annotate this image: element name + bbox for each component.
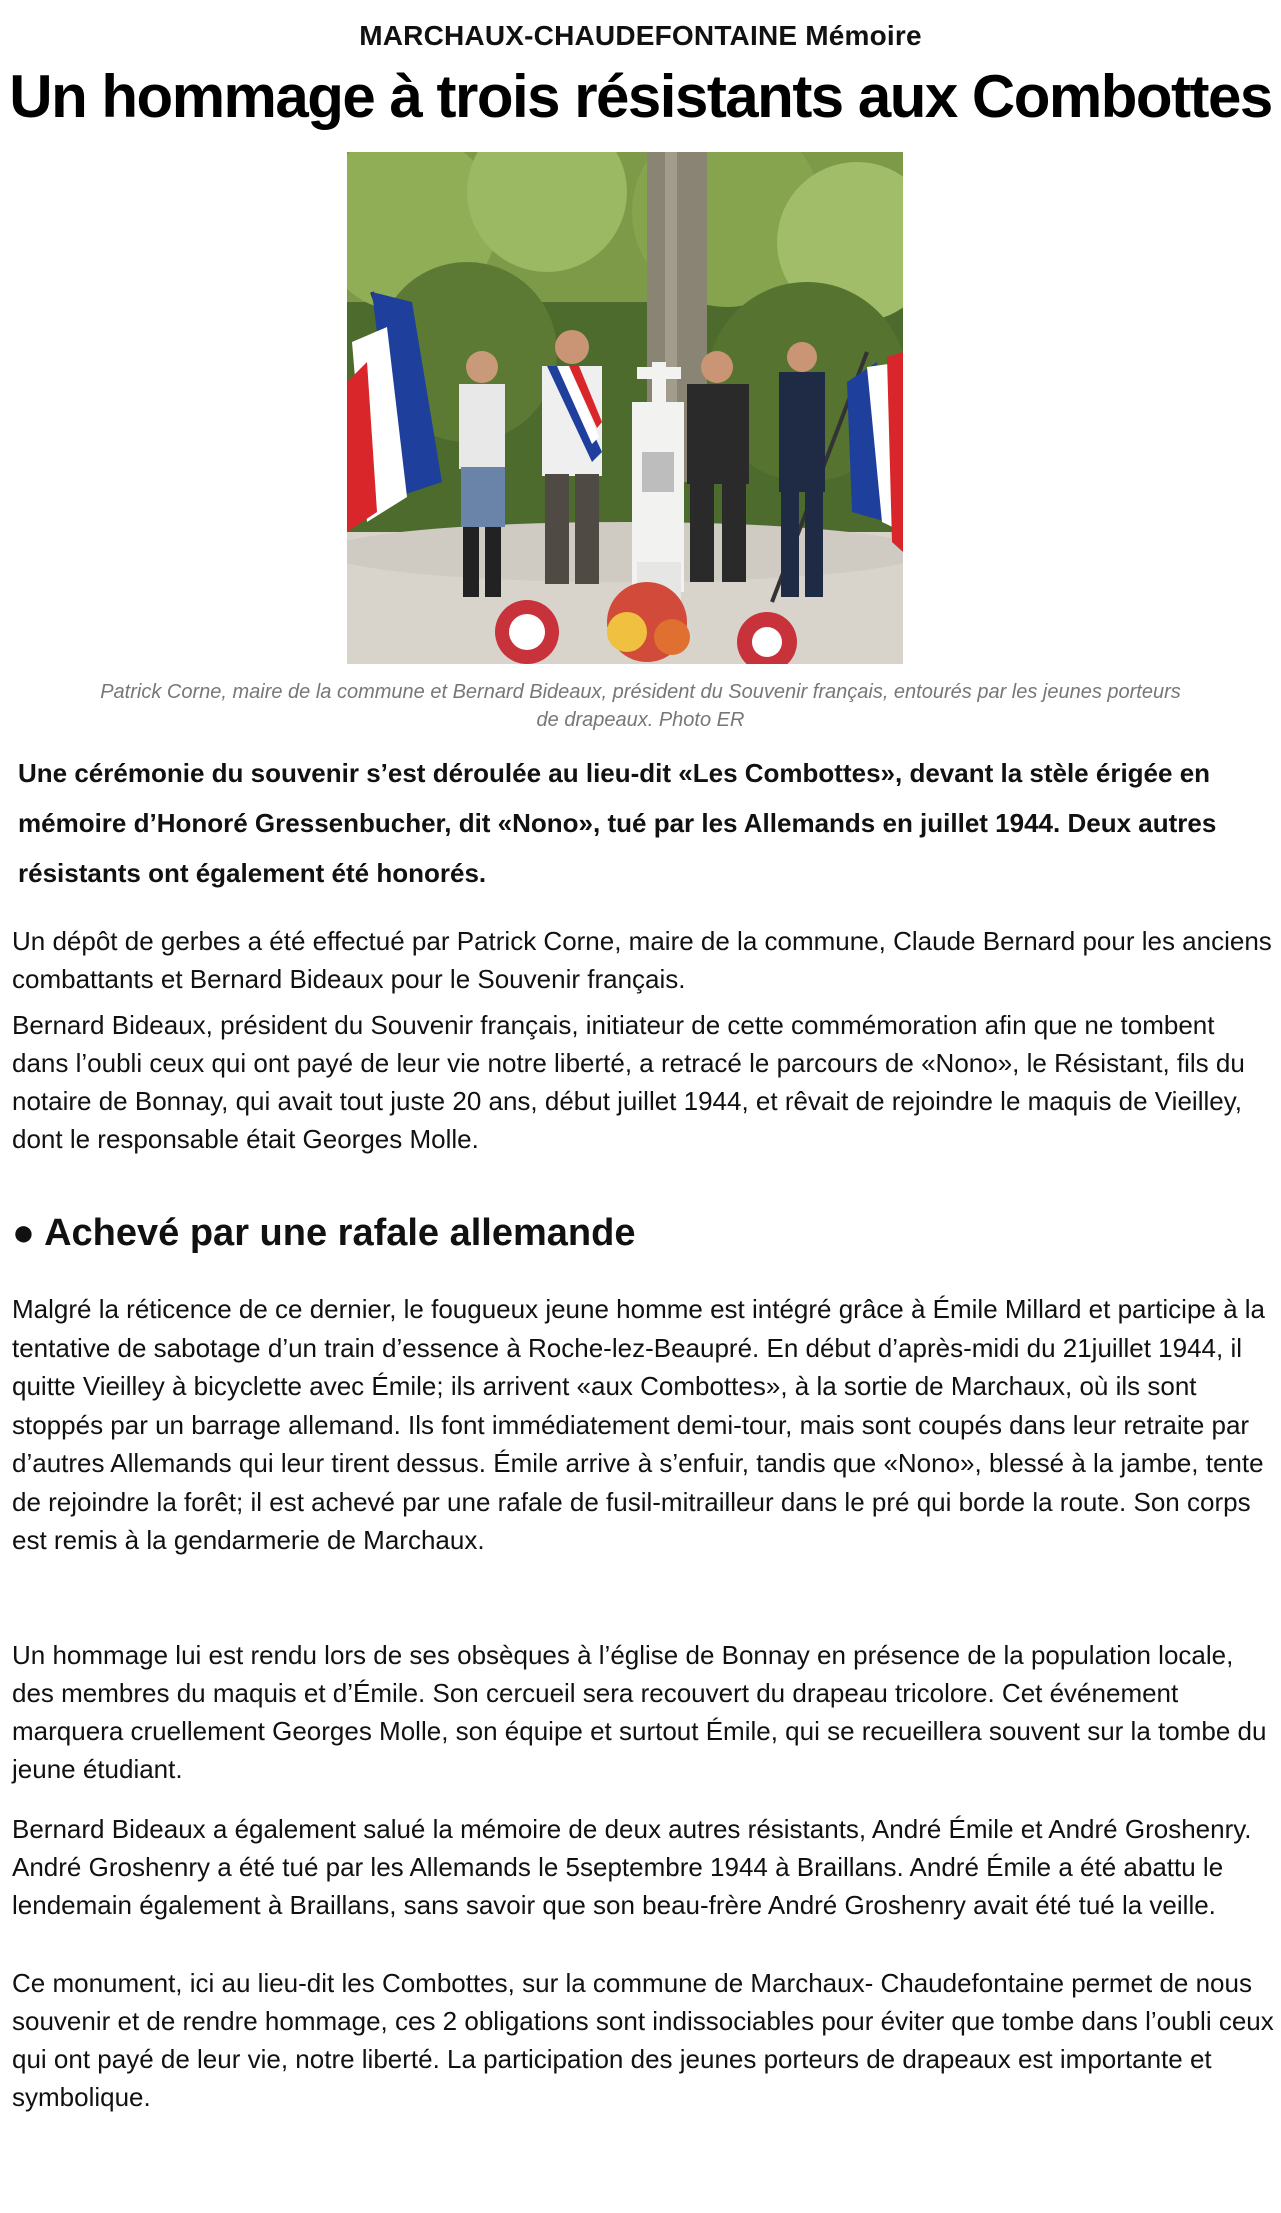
article-title: Un hommage à trois résistants aux Combottes — [9, 63, 1272, 130]
article-photo — [347, 152, 903, 664]
ceremony-illustration — [347, 152, 903, 664]
section-subheading: ● Achevé par une rafale allemande — [12, 1212, 636, 1254]
paragraph-5: Bernard Bideaux a également salué la mémoire de deux autres résistants, André Émile et André Groshenry. André Groshenry a été tué par les Allemands le 5septembre 1944 à Braillans. André Émile a été abattu le lendemain également à Braillans, sans savoir que son beau-frère André Groshenry avait été tué la veille. — [12, 1814, 1252, 1920]
article-lead: Une cérémonie du souvenir s’est déroulée au lieu-dit «Les Combottes», devant la stèle érigée en mémoire d’Honoré Gressenbucher, dit «Nono», tué par les Allemands en juillet 1944. Deux autres résistants ont également été honorés. — [18, 758, 1217, 888]
paragraph-1: Un dépôt de gerbes a été effectué par Patrick Corne, maire de la commune, Claude Bernard pour les anciens combattants et Bernard Bideaux pour le Souvenir français. — [12, 926, 1272, 994]
paragraph-3: Malgré la réticence de ce dernier, le fougueux jeune homme est intégré grâce à Émile Millard et participe à la tentative de sabotage d’un train d’essence à Roche-lez-Beaupré. En début d’après-midi du 21juillet 1944, il quitte Vieilley à bicyclette avec Émile; ils arrivent «aux Combottes», à la sortie de Marchaux, où ils sont stoppés par un barrage allemand. Ils font immédiatement demi-tour, mais sont coupés dans leur retraite par d’autres Allemands qui leur tirent dessus. Émile arrive à s’enfuir, tandis que «Nono», blessé à la jambe, tente de rejoindre la forêt; il est achevé par une rafale de fusil-mitrailleur dans le pré qui borde la route. Son corps est remis à la gendarmerie de Marchaux. — [12, 1294, 1266, 1555]
paragraph-4: Un hommage lui est rendu lors de ses obsèques à l’église de Bonnay en présence de la population locale, des membres du maquis et d’Émile. Son cercueil sera recouvert du drapeau tricolore. Cet événement marquera cruellement Georges Molle, son équipe et surtout Émile, qui se recueillera souvent sur la tombe du jeune étudiant. — [12, 1640, 1267, 1784]
article-kicker: MARCHAUX-CHAUDEFONTAINE Mémoire — [359, 20, 922, 51]
paragraph-6: Ce monument, ici au lieu-dit les Combottes, sur la commune de Marchaux- Chaudefontaine permet de nous souvenir et de rendre hommage, ces 2 obligations sont indissociables pour éviter que tombe dans l’oubli ceux qui ont payé de leur vie, notre liberté. La participation des jeunes porteurs de drapeaux est importante et symbolique. — [12, 1968, 1274, 2112]
photo-caption: Patrick Corne, maire de la commune et Bernard Bideaux, président du Souvenir français, entourés par les jeunes porteurs de drapeaux. Photo ER — [100, 681, 1181, 731]
paragraph-2: Bernard Bideaux, président du Souvenir français, initiateur de cette commémoration afin que ne tombent dans l’oubli ceux qui ont payé de leur vie notre liberté, a retracé le parcours de «Nono», le Résistant, fils du notaire de Bonnay, qui avait tout juste 20 ans, début juillet 1944, et rêvait de rejoindre le maquis de Vieilley, dont le responsable était Georges Molle. — [12, 1010, 1245, 1154]
